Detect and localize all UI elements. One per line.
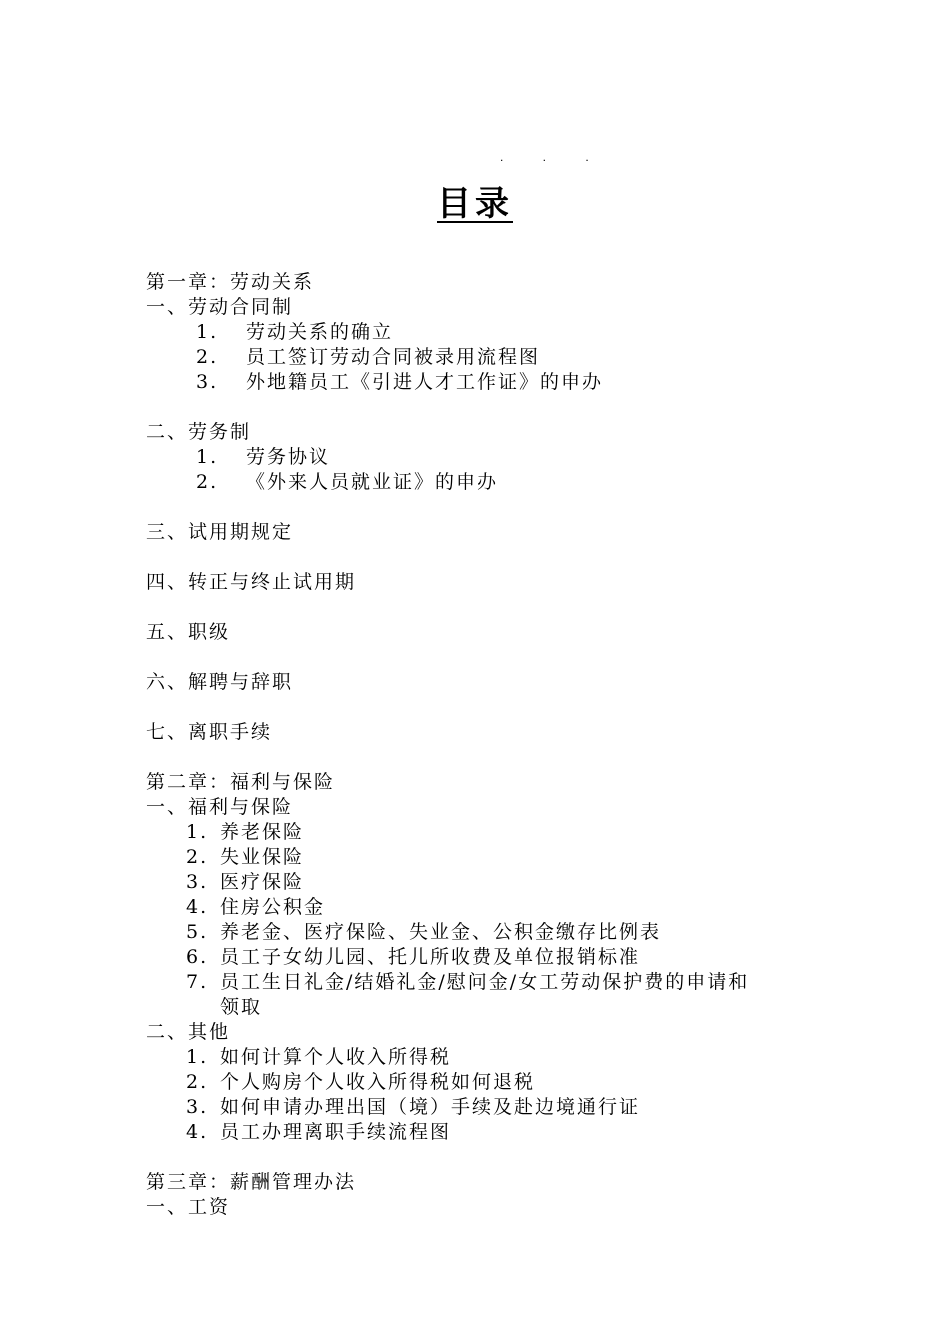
toc-item-number: 1. xyxy=(196,446,219,468)
toc-item-text: 如何申请办理出国（境）手续及赴边境通行证 xyxy=(220,1096,641,1118)
toc-item-text: 如何计算个人收入所得税 xyxy=(220,1046,452,1068)
toc-item-number: 2. xyxy=(196,346,219,368)
toc-item-number: 3. xyxy=(186,1096,209,1118)
toc-item-text: 员工签订劳动合同被录用流程图 xyxy=(246,346,541,368)
spacer xyxy=(146,595,826,620)
toc-item xyxy=(146,820,826,845)
spacer xyxy=(146,645,826,670)
chapter-1-section-1-heading: 一、劳动合同制 xyxy=(146,296,294,318)
toc-item-text: 员工办理离职手续流程图 xyxy=(220,1121,452,1143)
toc-item-text: 养老金、医疗保险、失业金、公积金缴存比例表 xyxy=(220,921,662,943)
chapter-1-heading: 第一章：劳动关系 xyxy=(146,271,315,293)
toc-item xyxy=(146,945,826,970)
chapter-3-section-1-heading: 一、工资 xyxy=(146,1196,231,1218)
toc-item-number: 1. xyxy=(186,1046,209,1068)
toc-item-text: 住房公积金 xyxy=(220,896,326,918)
toc-item-text: 《外来人员就业证》的申办 xyxy=(246,471,499,493)
chapter-1-section-7-heading: 七、离职手续 xyxy=(146,721,273,743)
chapter-2-section-2-heading: 二、其他 xyxy=(146,1021,231,1043)
toc-item xyxy=(146,445,826,470)
toc-item-number: 2. xyxy=(196,471,219,493)
table-of-contents xyxy=(146,270,826,1220)
toc-item-number: 4. xyxy=(186,1121,209,1143)
toc-item-number: 4. xyxy=(186,896,209,918)
toc-item-text: 外地籍员工《引进人才工作证》的申办 xyxy=(246,371,604,393)
toc-item-number: 5. xyxy=(186,921,209,943)
toc-item xyxy=(146,345,826,370)
spacer xyxy=(146,545,826,570)
title-text: 目录 xyxy=(437,184,513,224)
chapter-1-section-6-heading: 六、解聘与辞职 xyxy=(146,671,294,693)
toc-item-number: 6. xyxy=(186,946,209,968)
document-title xyxy=(0,176,950,225)
chapter-2-section-1-heading: 一、福利与保险 xyxy=(146,796,294,818)
toc-item-text: 员工生日礼金/结婚礼金/慰问金/女工劳动保护费的申请和 xyxy=(220,971,750,993)
toc-item xyxy=(146,1045,826,1070)
toc-item-number: 1. xyxy=(186,821,209,843)
chapter-3-heading: 第三章：薪酬管理办法 xyxy=(146,1171,357,1193)
toc-item-text: 劳动关系的确立 xyxy=(246,321,394,343)
toc-item-continuation xyxy=(146,995,826,1020)
toc-item-text: 医疗保险 xyxy=(220,871,305,893)
toc-item xyxy=(146,370,826,395)
toc-item xyxy=(146,1070,826,1095)
chapter-1-section-3-heading: 三、试用期规定 xyxy=(146,521,294,543)
toc-item xyxy=(146,1120,826,1145)
toc-item xyxy=(146,845,826,870)
spacer xyxy=(146,495,826,520)
chapter-2-heading: 第二章：福利与保险 xyxy=(146,771,336,793)
spacer xyxy=(146,1145,826,1170)
chapter-1-section-5-heading: 五、职级 xyxy=(146,621,231,643)
toc-item-text: 失业保险 xyxy=(220,846,305,868)
toc-item-text: 领取 xyxy=(220,996,263,1018)
toc-item-number: 3. xyxy=(196,371,219,393)
toc-item-text: 养老保险 xyxy=(220,821,305,843)
page-header-mark: . . . xyxy=(500,150,607,164)
chapter-1-section-2-heading: 二、劳务制 xyxy=(146,421,252,443)
toc-item xyxy=(146,870,826,895)
toc-item-number: 2. xyxy=(186,1071,209,1093)
spacer xyxy=(146,395,826,420)
toc-item xyxy=(146,920,826,945)
toc-item-text: 劳务协议 xyxy=(246,446,331,468)
toc-item-number: 7. xyxy=(186,971,209,993)
toc-item xyxy=(146,470,826,495)
spacer xyxy=(146,695,826,720)
toc-item-number: 1. xyxy=(196,321,219,343)
toc-item-text: 个人购房个人收入所得税如何退税 xyxy=(220,1071,536,1093)
toc-item xyxy=(146,895,826,920)
toc-item xyxy=(146,320,826,345)
toc-item xyxy=(146,970,826,995)
toc-item-text: 员工子女幼儿园、托儿所收费及单位报销标准 xyxy=(220,946,641,968)
toc-item xyxy=(146,1095,826,1120)
spacer xyxy=(146,745,826,770)
toc-item-number: 3. xyxy=(186,871,209,893)
chapter-1-section-4-heading: 四、转正与终止试用期 xyxy=(146,571,357,593)
toc-item-number: 2. xyxy=(186,846,209,868)
